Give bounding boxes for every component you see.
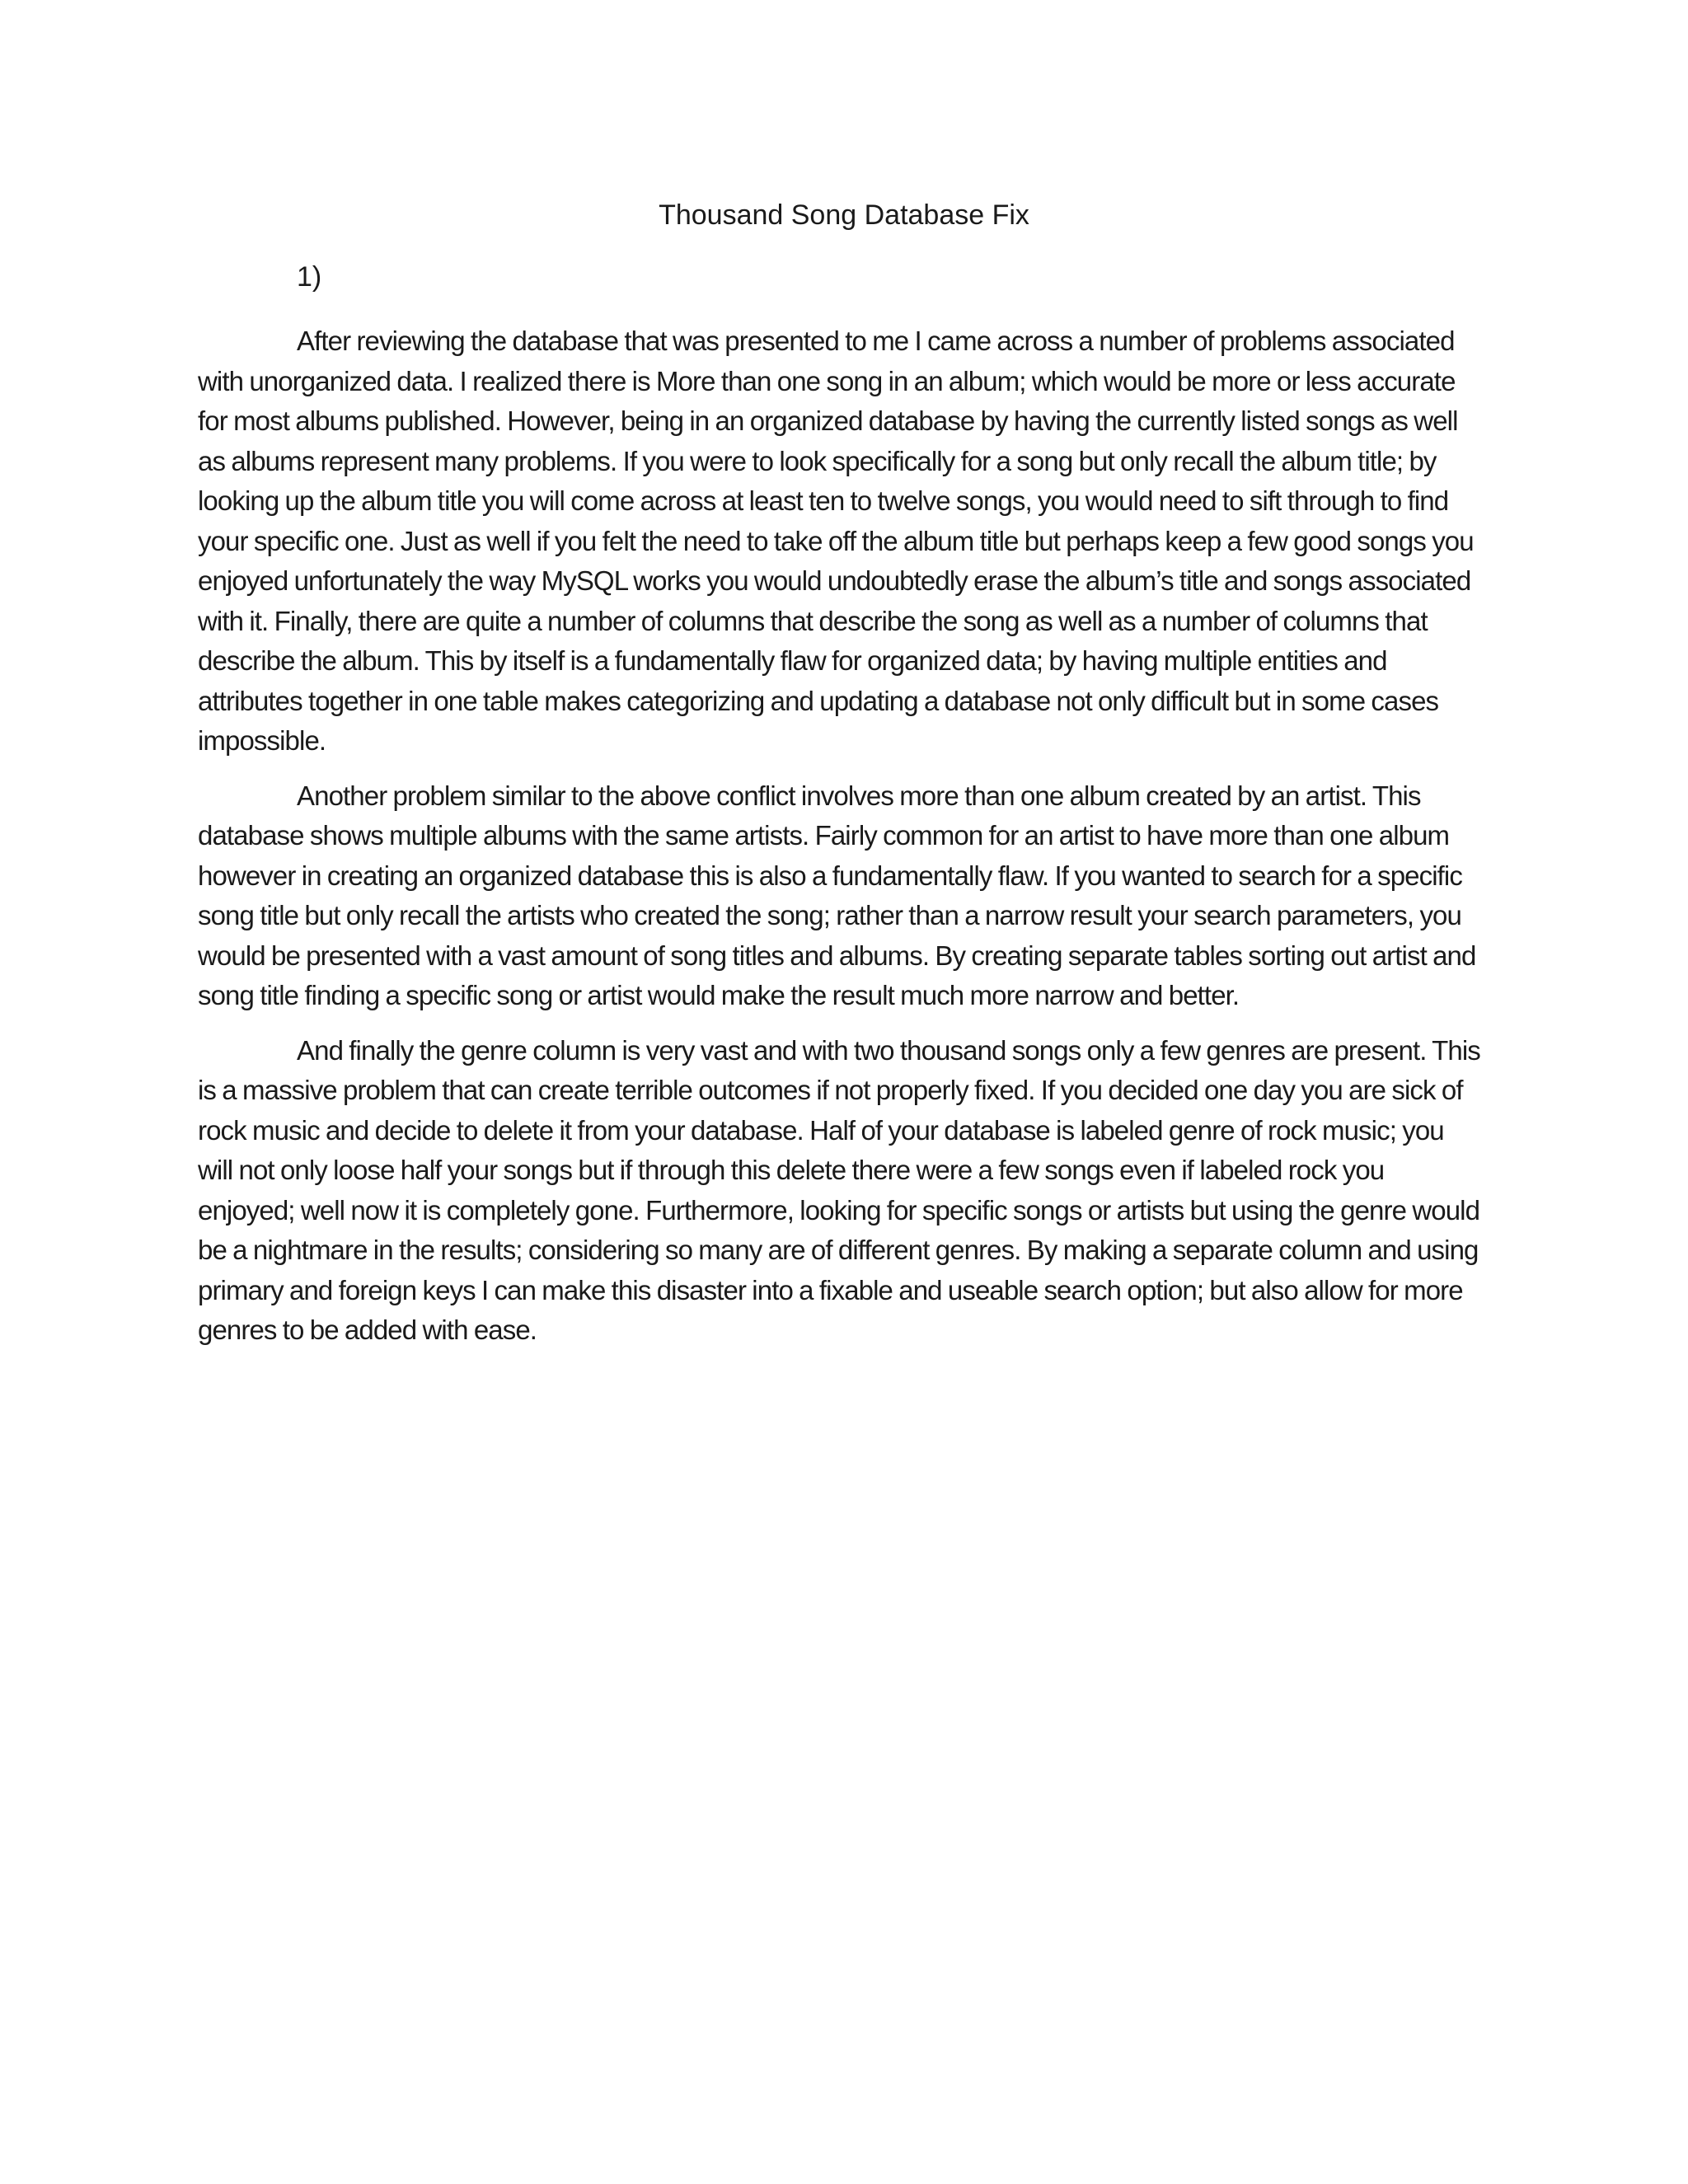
document-title: Thousand Song Database Fix (659, 199, 1029, 231)
paragraph-1: After reviewing the database that was presented to me I came across a number of problems associated with unorganized data. I realized there is More than one song in an album; which would be more or less accurate for most albums published. However, being in an organized database by having the currently listed songs as well as albums represent many problems. If you were to look specifically for a song but only recall the album title; by looking up the album title you will come across at least ten to twelve songs, you would need to sift through to find your specific one. Just as well if you felt the need to take off the album title but perhaps keep a few good songs you enjoyed unfortunately the way MySQL works you would undoubtedly erase the album’s title and songs associated with it. Finally, there are quite a number of columns that describe the song as well as a number of columns that describe the album. This by itself is a fundamentally flaw for organized data; by having multiple entities and attributes together in one table makes categorizing and updating a database not only difficult but in some cases impossible. (198, 326, 1474, 756)
document-body (198, 321, 1484, 1366)
paragraph-3: And finally the genre column is very vast and with two thousand songs only a few genres are present. This is a massive problem that can create terrible outcomes if not properly fixed. If you decided one day you are sick of rock music and decide to delete it from your database. Half of your database is labeled genre of rock music; you will not only loose half your songs but if through this delete there were a few songs even if labeled rock you enjoyed; well now it is completely gone. Furthermore, looking for specific songs or artists but using the genre would be a nightmare in the results; considering so many are of different genres. By making a separate column and using primary and foreign keys I can make this disaster into a fixable and useable search option; but also allow for more genres to be added with ease. (198, 1034, 1480, 1345)
paragraph-2: Another problem similar to the above conflict involves more than one album created by an artist. This database shows multiple albums with the same artists. Fairly common for an artist to have more than one album however in creating an organized database this is also a fundamentally flaw. If you wanted to search for a specific song title but only recall the artists who created the song; rather than a narrow result your search parameters, you would be presented with a vast amount of song titles and albums. By creating separate tables sorting out artist and song title finding a specific song or artist would make the result much more narrow and better. (198, 780, 1476, 1010)
question-number: 1) (297, 261, 322, 293)
